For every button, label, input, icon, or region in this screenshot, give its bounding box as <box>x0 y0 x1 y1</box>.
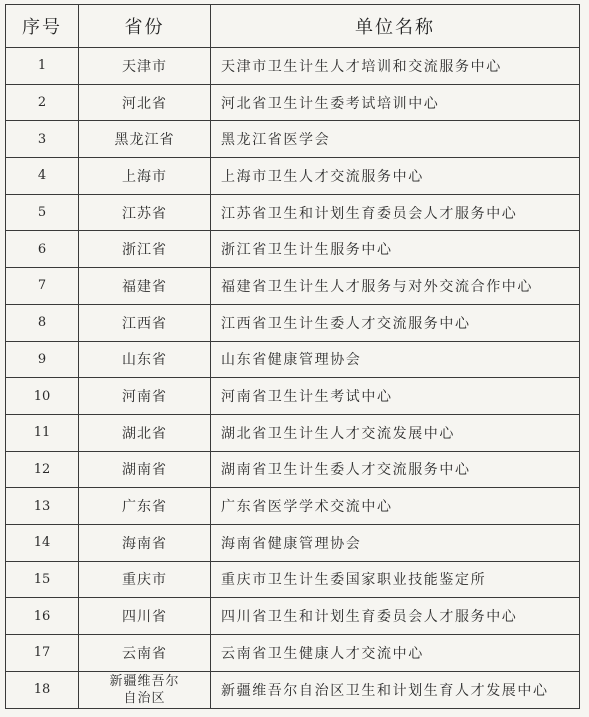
table-row <box>6 451 580 488</box>
row-number: 8 <box>6 304 79 341</box>
row-number: 4 <box>6 158 79 195</box>
table-row <box>6 48 580 85</box>
table-row <box>6 194 580 231</box>
table-row <box>6 635 580 672</box>
row-province: 重庆市 <box>79 561 211 598</box>
row-unit-name: 湖南省卫生计生委人才交流服务中心 <box>211 451 580 488</box>
row-number: 6 <box>6 231 79 268</box>
row-unit-name: 新疆维吾尔自治区卫生和计划生育人才发展中心 <box>211 671 580 708</box>
row-unit-name: 广东省医学学术交流中心 <box>211 488 580 525</box>
table-row <box>6 84 580 121</box>
table-row <box>6 231 580 268</box>
row-number: 15 <box>6 561 79 598</box>
table-row <box>6 268 580 305</box>
header-serial-number: 序号 <box>6 5 79 48</box>
row-province: 河北省 <box>79 84 211 121</box>
row-unit-name: 江西省卫生计生委人才交流服务中心 <box>211 304 580 341</box>
row-number: 17 <box>6 635 79 672</box>
row-unit-name: 重庆市卫生计生委国家职业技能鉴定所 <box>211 561 580 598</box>
row-province: 湖南省 <box>79 451 211 488</box>
row-province: 江苏省 <box>79 194 211 231</box>
table-header-row <box>6 5 580 48</box>
row-number: 11 <box>6 414 79 451</box>
organization-table <box>5 4 580 709</box>
row-number: 3 <box>6 121 79 158</box>
row-unit-name: 云南省卫生健康人才交流中心 <box>211 635 580 672</box>
document-page <box>5 4 579 717</box>
row-number: 16 <box>6 598 79 635</box>
row-province: 上海市 <box>79 158 211 195</box>
row-number: 10 <box>6 378 79 415</box>
row-province: 广东省 <box>79 488 211 525</box>
row-number: 7 <box>6 268 79 305</box>
row-province: 山东省 <box>79 341 211 378</box>
row-unit-name: 海南省健康管理协会 <box>211 524 580 561</box>
row-province: 河南省 <box>79 378 211 415</box>
row-unit-name: 江苏省卫生和计划生育委员会人才服务中心 <box>211 194 580 231</box>
row-province: 浙江省 <box>79 231 211 268</box>
row-unit-name: 浙江省卫生计生服务中心 <box>211 231 580 268</box>
row-unit-name: 四川省卫生和计划生育委员会人才服务中心 <box>211 598 580 635</box>
table-row <box>6 524 580 561</box>
row-number: 5 <box>6 194 79 231</box>
province-line-1: 新疆维吾尔 <box>109 673 180 689</box>
row-number: 12 <box>6 451 79 488</box>
row-unit-name: 福建省卫生计生人才服务与对外交流合作中心 <box>211 268 580 305</box>
row-number: 18 <box>6 671 79 708</box>
row-province: 福建省 <box>79 268 211 305</box>
header-unit-name: 单位名称 <box>211 5 580 48</box>
row-province <box>79 671 211 708</box>
row-number: 14 <box>6 524 79 561</box>
table-row <box>6 304 580 341</box>
row-unit-name: 河北省卫生计生委考试培训中心 <box>211 84 580 121</box>
row-province: 云南省 <box>79 635 211 672</box>
table-row <box>6 378 580 415</box>
table-row <box>6 158 580 195</box>
province-line-2: 自治区 <box>123 690 166 706</box>
table-row <box>6 561 580 598</box>
row-number: 1 <box>6 48 79 85</box>
row-province: 黑龙江省 <box>79 121 211 158</box>
table-row <box>6 414 580 451</box>
row-unit-name: 湖北省卫生计生人才交流发展中心 <box>211 414 580 451</box>
row-province: 海南省 <box>79 524 211 561</box>
table-row <box>6 341 580 378</box>
row-unit-name: 黑龙江省医学会 <box>211 121 580 158</box>
header-province: 省份 <box>79 5 211 48</box>
table-row <box>6 598 580 635</box>
row-number: 2 <box>6 84 79 121</box>
row-province: 江西省 <box>79 304 211 341</box>
table-row <box>6 671 580 708</box>
row-unit-name: 山东省健康管理协会 <box>211 341 580 378</box>
row-unit-name: 上海市卫生人才交流服务中心 <box>211 158 580 195</box>
row-number: 13 <box>6 488 79 525</box>
row-province: 天津市 <box>79 48 211 85</box>
row-unit-name: 天津市卫生计生人才培训和交流服务中心 <box>211 48 580 85</box>
row-province: 湖北省 <box>79 414 211 451</box>
table-row <box>6 121 580 158</box>
row-number: 9 <box>6 341 79 378</box>
table-row <box>6 488 580 525</box>
row-province: 四川省 <box>79 598 211 635</box>
row-unit-name: 河南省卫生计生考试中心 <box>211 378 580 415</box>
